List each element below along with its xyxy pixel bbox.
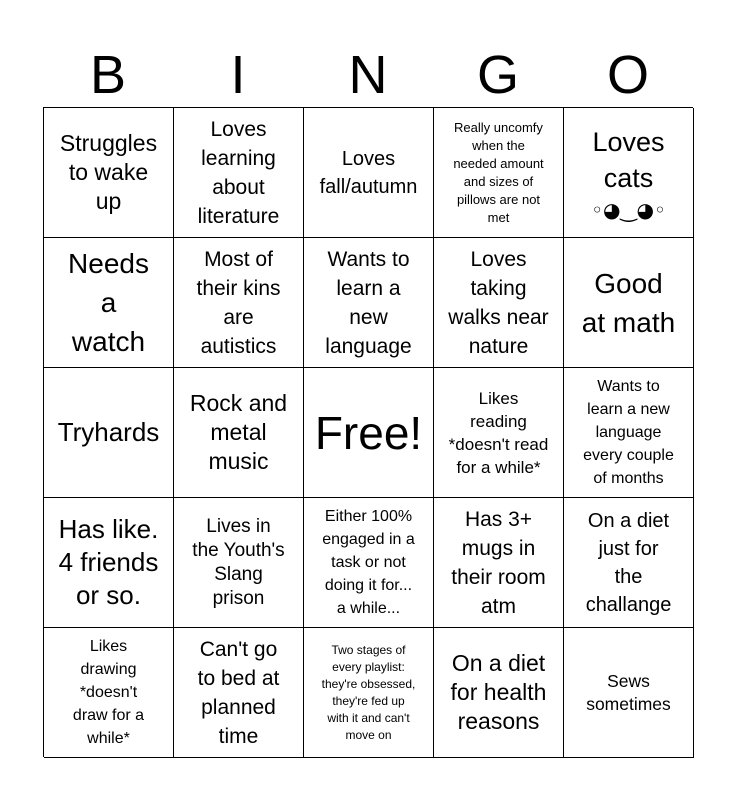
bingo-cell-g3[interactable] <box>434 368 564 498</box>
bingo-cell-b4[interactable] <box>44 498 174 628</box>
cat-face-icon: ◦◕‿◕◦ <box>591 197 666 222</box>
cell-label: Rock and metal music <box>189 390 288 474</box>
header-letter-i: I <box>230 45 246 105</box>
cell-label: Can't go to bed at planned time <box>197 637 280 748</box>
cell-label: On a diet just for the challange <box>585 509 672 616</box>
cell-label: Likes drawing *doesn't draw for a while* <box>72 638 145 747</box>
header-letter-g: G <box>476 45 519 105</box>
bingo-cell-free[interactable] <box>304 368 434 498</box>
bingo-board <box>43 107 693 757</box>
free-space-label: Free! <box>314 406 423 459</box>
cell-label: Loves taking walks near nature <box>448 247 549 358</box>
cell-label: Sews sometimes <box>586 670 671 714</box>
cell-label: Loves cats <box>592 126 665 193</box>
bingo-cell-o1[interactable] <box>564 108 694 238</box>
header-letter-b: B <box>89 45 127 105</box>
bingo-cell-b3[interactable] <box>44 368 174 498</box>
bingo-cell-g4[interactable] <box>434 498 564 628</box>
bingo-cell-g1[interactable] <box>434 108 564 238</box>
bingo-cell-b2[interactable] <box>44 238 174 368</box>
cell-label: Wants to learn a new language every couple of months <box>583 378 674 487</box>
bingo-header <box>43 42 693 108</box>
cell-label: Has 3+ mugs in their room atm <box>451 507 546 618</box>
bingo-cell-o5[interactable] <box>564 628 694 758</box>
bingo-cell-b1[interactable] <box>44 108 174 238</box>
cell-label: Good at math <box>581 267 676 338</box>
header-letter-n: N <box>348 45 388 105</box>
cell-label: Two stages of every playlist: they're obsessed, they're fed up with it and can't move on <box>321 642 416 742</box>
cell-label: Most of their kins are autistics <box>196 247 281 358</box>
bingo-cell-n5[interactable] <box>304 628 434 758</box>
bingo-cell-i1[interactable] <box>174 108 304 238</box>
cell-label: Wants to learn a new language <box>325 247 412 358</box>
bingo-cell-g5[interactable] <box>434 628 564 758</box>
bingo-cell-g2[interactable] <box>434 238 564 368</box>
bingo-cell-i2[interactable] <box>174 238 304 368</box>
bingo-cell-i5[interactable] <box>174 628 304 758</box>
cell-label: Tryhards <box>57 417 160 447</box>
cell-label: Has like. 4 friends or so. <box>58 514 159 610</box>
bingo-cell-i4[interactable] <box>174 498 304 628</box>
bingo-cell-i3[interactable] <box>174 368 304 498</box>
cell-label: Likes reading *doesn't read for a while* <box>448 388 549 477</box>
bingo-cell-o4[interactable] <box>564 498 694 628</box>
cell-label: Really uncomfy when the needed amount and sizes of pillows are not met <box>453 119 544 225</box>
bingo-cell-n4[interactable] <box>304 498 434 628</box>
cell-label: Struggles to wake up <box>59 130 158 214</box>
header-letter-o: O <box>606 45 649 105</box>
cell-label: Lives in the Youth's Slang prison <box>192 515 285 609</box>
bingo-cell-b5[interactable] <box>44 628 174 758</box>
cell-label: Either 100% engaged in a task or not doing it for... a while... <box>322 508 415 617</box>
bingo-cell-o3[interactable] <box>564 368 694 498</box>
bingo-cell-n1[interactable] <box>304 108 434 238</box>
cell-label: Loves fall/autumn <box>319 147 418 198</box>
bingo-cell-o2[interactable] <box>564 238 694 368</box>
bingo-cell-n2[interactable] <box>304 238 434 368</box>
cell-label: Loves learning about literature <box>197 117 280 228</box>
cell-label: On a diet for health reasons <box>450 650 547 734</box>
cell-label: Needs a watch <box>68 248 149 357</box>
